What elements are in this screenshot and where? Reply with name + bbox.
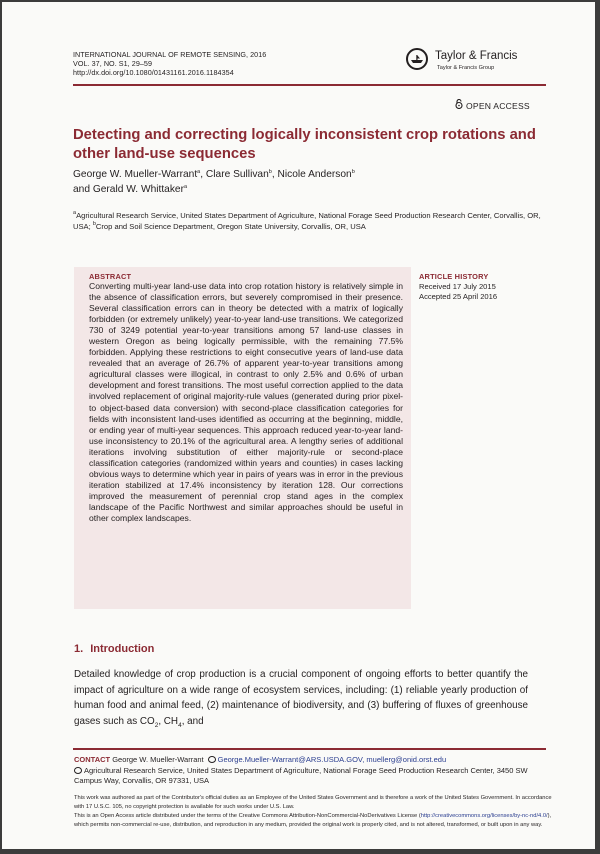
contact-address: Agricultural Research Service, United States Department of Agriculture, National Forage Seed Production Research Center, 3450 SW Campus Way, Corvallis, OR 97331, USA: [74, 765, 528, 785]
affiliations: $^a$Agricultural Research Service, United States Department of Agriculture, National Forage Seed Production Research Center, Corvallis, OR, USA; $^b$Crop and Soil Science Department, Oregon State University, Corvallis, OR, USA: [73, 210, 541, 231]
open-access-badge: [454, 99, 530, 111]
author: Clare Sullivan$^b$: [205, 169, 272, 180]
author: Nicole Anderson$^b$: [277, 169, 355, 180]
introduction-paragraph: Detailed knowledge of crop production is a crucial component of ongoing efforts to better quantify the impact of agriculture on a wide range of ecosystem services, including: (1) reliable yearly production of human food and animal feed, (2) maintenance of biodiversity, and (3) buffering of fluxes of greenhouse gases such as $CO_2$, $CH_4$, and: [74, 669, 528, 729]
address-icon: [74, 767, 82, 774]
contact-emails[interactable]: George.Mueller-Warrant@ARS.USDA.GOV, muellerg@onid.orst.edu: [217, 755, 447, 764]
abstract-text: Converting multi-year land-use data into crop rotation history is relatively simple in the absence of classification errors, but severely compromised in their presence. Several classification errors can in theory be detected with a matrix of logically forbidden (or extremely unlikely) year-to-year land-use transitions. We categorized 730 of 3249 potential year-to-year transitions among 57 land-use classes in western Oregon as being logically permissible, with the remaining 77.5% forbidden. Applying these restrictions to eight consecutive years of land-use data revealed that an average of 26.7% of apparent year-to-year transitions among agricultural classes were illogical, in contrast to only 2.5% and 0.6% of urban development and forest transitions. The most useful correction applied to the data involved replacement of original majority-rule values (generated during prior pixel- to object-based data conversion) with second-place classification categories for fields with inconsistent land-uses identified as occurring at the beginning, middle, or ending year of multi-year sequences. This approach reduced year-to-year land-use inconsistency to 20.1% of the agricultural area. A lengthy series of additional iterations involving substitution of either majority-rule or second-place classification categories (randomized within years and counties) in cases lacking obvious ways to determine which year in pairs of years was in error in the previous iteration stabilized at 17.4% inconsistency by iteration 128. Our corrections improved the measurement of perennial crop stand ages in the complex landscape of the Pacific Northwest and similar approaches should be useful in other complex landscapes.: [89, 281, 403, 523]
author-list: George W. Mueller-Warrant$^a$, Clare Sullivan$^b$, Nicole Anderson$^b$ and Gerald W. Whittaker$^a$: [73, 169, 355, 195]
publisher-group: Taylor & Francis Group: [437, 65, 495, 71]
section-title: Introduction: [90, 643, 155, 655]
section-number: 1.: [74, 643, 84, 655]
journal-name: INTERNATIONAL JOURNAL OF REMOTE SENSING, 2016: [73, 50, 267, 59]
publisher-logo: [406, 47, 521, 77]
open-lock-icon: [454, 99, 463, 111]
footer-rule: [73, 748, 546, 750]
copyright-notice: This work was authored as part of the Contributor's official duties as an Employee of the United States Government and is therefore a work of the United States Government. In accordance with 17 U.S.C. 105, no copyright protection is available for such works under U.S. Law.: [74, 795, 552, 811]
open-access-label: OPEN ACCESS: [466, 101, 530, 111]
paper-title: Detecting and correcting logically inconsistent crop rotations and other land-use sequences: [73, 127, 536, 162]
email-icon: [208, 756, 216, 763]
author: Gerald W. Whittaker$^a$: [92, 183, 188, 195]
section-heading-introduction: [74, 643, 154, 655]
license-notice: This is an Open Access article distributed under the terms of the Creative Commons Attribution-NonCommercial-NoDerivatives License (http://creativecommons.org/licenses/by-nc-nd/4.0/), which permits non-commercial re-use, distribution, and reproduction in any medium, provided the original work is properly cited, and is not altered, transformed, or built upon in any way.: [74, 813, 552, 829]
ship-logo-icon: [406, 48, 428, 70]
abstract-heading: ABSTRACT: [89, 272, 132, 281]
publisher-name: Taylor & Francis: [435, 50, 518, 62]
received-date: Received 17 July 2015: [419, 282, 496, 291]
journal-volume: VOL. 37, NO. S1, 29–59: [73, 59, 153, 68]
contact-name: George W. Mueller-Warrant: [112, 755, 204, 764]
paper-page: [2, 2, 595, 849]
license-link[interactable]: http://creativecommons.org/licenses/by-nc-nd/4.0/: [420, 813, 548, 820]
contact-label: CONTACT: [74, 755, 111, 764]
article-history-heading: ARTICLE HISTORY: [419, 272, 489, 281]
header-rule: [73, 84, 546, 86]
journal-header: [73, 50, 266, 77]
contact-block: [74, 755, 554, 787]
accepted-date: Accepted 25 April 2016: [419, 292, 498, 301]
legal-notice: [74, 794, 554, 830]
author: George W. Mueller-Warrant$^a$: [73, 169, 201, 180]
doi-link[interactable]: http://dx.doi.org/10.1080/01431161.2016.1184354: [73, 68, 234, 77]
